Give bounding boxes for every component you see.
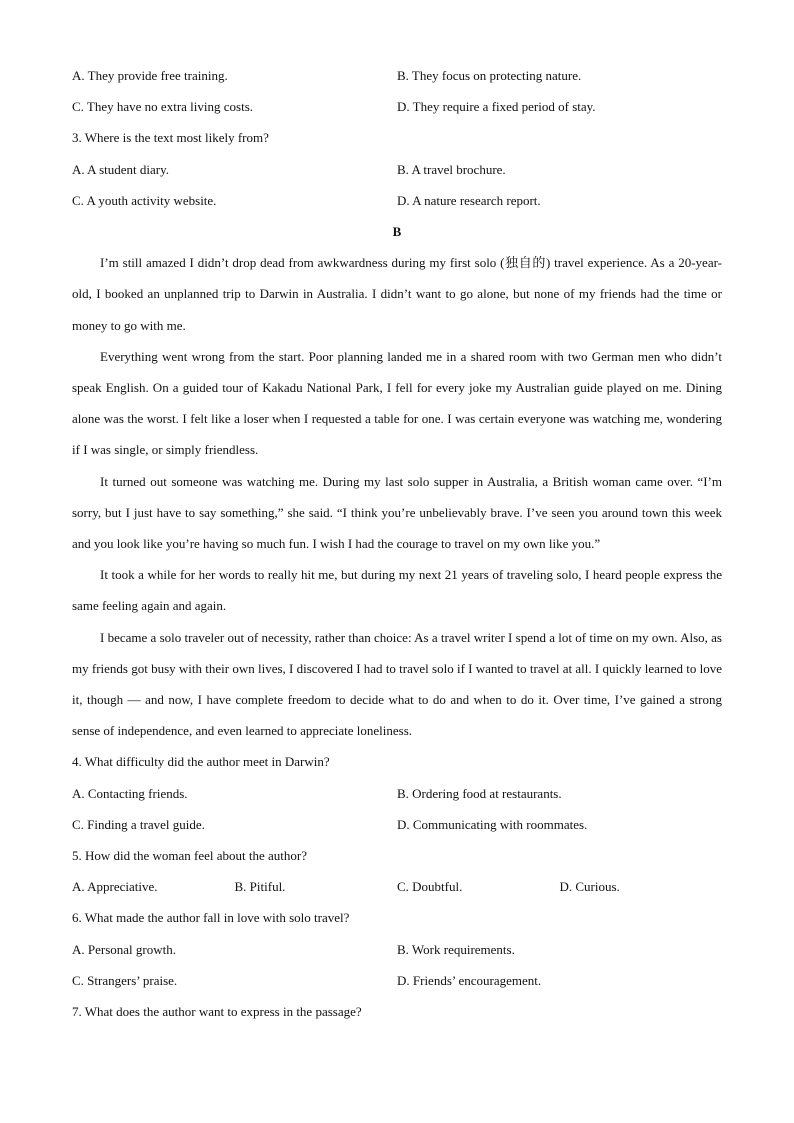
q2-option-d: D. They require a fixed period of stay. (397, 99, 596, 115)
q7-question: 7. What does the author want to express in the passage? (72, 1003, 362, 1019)
q6-option-c: C. Strangers’ praise. (72, 972, 178, 988)
q2-option-a: A. They provide free training. (72, 68, 228, 83)
q4-question: 4. What difficulty did the author meet in Darwin? (72, 754, 330, 770)
q3-option-d: D. A nature research report. (397, 192, 541, 208)
passage-paragraph-3: It turned out someone was watching me. During my last solo supper in Australia, a British woman came over. “I’m sorry, but I just have to say something,” she said. “I think you’re unbelievably brave. I’ve seen you around town this week and you look like you’re having so much fun. I wish I had the courage to travel on my own like you.” (72, 473, 722, 551)
passage-paragraph-1: I’m still amazed I didn’t drop dead from awkwardness during my first solo (独自的) travel experience. As a 20-year-old, I booked an unplanned trip to Darwin in Australia. I didn’t want to go alone, but none of my friends had the time or money to go with me. (72, 255, 722, 333)
q3-option-c: C. A youth activity website. (72, 192, 217, 208)
q5-option-d: D. Curious. (559, 879, 620, 895)
q5-option-a: A. Appreciative. (72, 879, 158, 895)
q5-option-b: B. Pitiful. (234, 879, 286, 895)
q4-options-row-2 (72, 809, 722, 840)
q4-option-d: D. Communicating with roommates. (397, 816, 588, 832)
q6-option-b: B. Work requirements. (397, 941, 515, 957)
q4-option-c: C. Finding a travel guide. (72, 816, 205, 832)
q3-options-row-1 (72, 154, 722, 185)
q4-option-b: B. Ordering food at restaurants. (397, 785, 562, 801)
document-page (72, 60, 722, 1027)
q5-question: 5. How did the woman feel about the author? (72, 847, 308, 863)
section-b-title: B (392, 223, 402, 239)
q6-option-d: D. Friends’ encouragement. (397, 972, 542, 988)
q5-options-row (72, 871, 722, 902)
q3-option-a: A. A student diary. (72, 161, 170, 177)
q2-options-row-2 (72, 91, 722, 122)
q6-question: 6. What made the author fall in love with solo travel? (72, 910, 350, 926)
q3-question: 3. Where is the text most likely from? (72, 130, 269, 146)
q2-option-b: B. They focus on protecting nature. (397, 68, 582, 83)
passage-paragraph-4: It took a while for her words to really hit me, but during my next 21 years of traveling solo, I heard people express the same feeling again and again. (72, 567, 722, 614)
q4-options-row-1 (72, 778, 722, 809)
q4-option-a: A. Contacting friends. (72, 785, 188, 801)
q2-options-row-1 (72, 60, 722, 91)
q6-option-a: A. Personal growth. (72, 941, 176, 957)
q5-option-c: C. Doubtful. (397, 879, 463, 895)
passage-paragraph-2: Everything went wrong from the start. Poor planning landed me in a shared room with two German men who didn’t speak English. On a guided tour of Kakadu National Park, I fell for every joke my Australian guide played on me. Dining alone was the worst. I felt like a loser when I requested a table for one. I was certain everyone was watching me, wondering if I was single, or simply friendless. (72, 348, 722, 458)
q6-options-row-2 (72, 965, 722, 996)
q3-option-b: B. A travel brochure. (397, 161, 506, 177)
passage-paragraph-5: I became a solo traveler out of necessity, rather than choice: As a travel writer I spend a lot of time on my own. Also, as my friends got busy with their own lives, I discovered I had to travel solo if I wanted to travel at all. I quickly learned to love it, though — and now, I have complete freedom to decide what to do and when to do it. Over time, I’ve gained a strong sense of independence, and even learned to appreciate loneliness. (72, 629, 722, 739)
q3-options-row-2 (72, 185, 722, 216)
q6-options-row-1 (72, 934, 722, 965)
q2-option-c: C. They have no extra living costs. (72, 99, 254, 115)
